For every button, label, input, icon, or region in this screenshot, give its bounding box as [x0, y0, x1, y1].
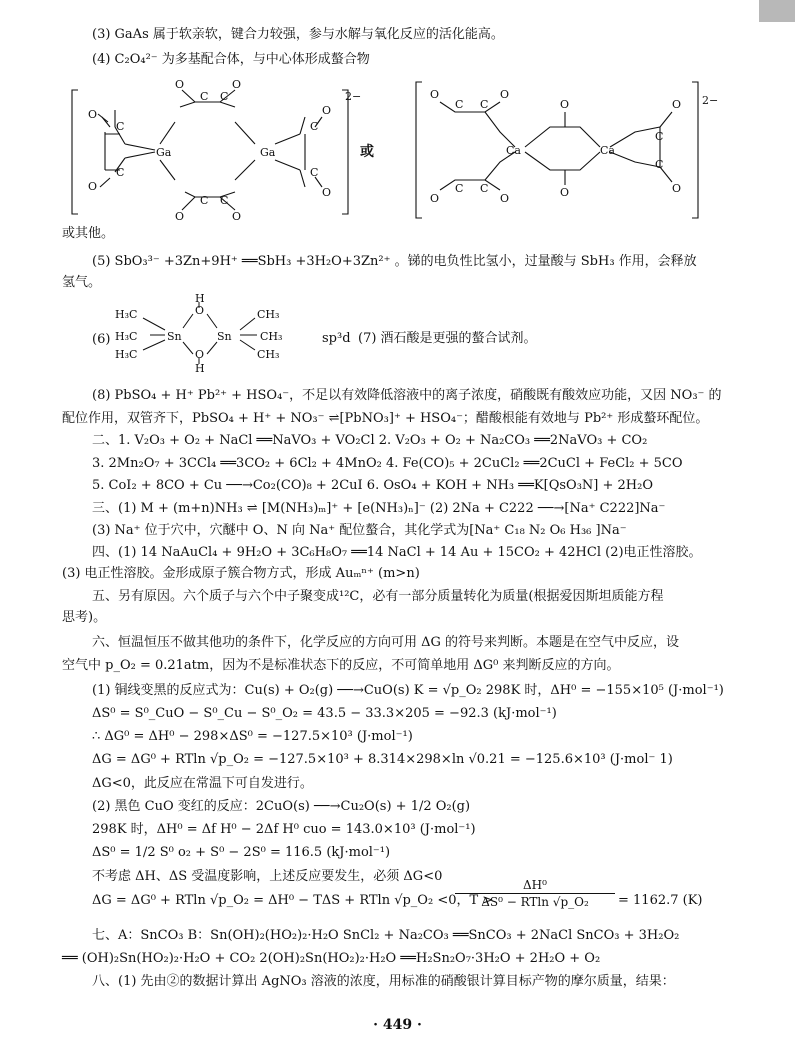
text-line: (3) GaAs 属于软亲软，键合力较强，参与水解与氧化反应的活化能高。 — [92, 27, 504, 42]
svg-text:2−: 2− — [345, 90, 362, 103]
svg-text:O: O — [232, 78, 242, 91]
text-line: 七、A：SnCO₃ B：Sn(OH)₂(HO₂)₂·H₂O SnCl₂ + Na₂CO₃ ══SnCO₃ + 2NaCl SnCO₃ + 3H₂O₂ — [92, 928, 680, 943]
text-line: ΔG = ΔG⁰ + RTln √p_O₂ = ΔH⁰ − TΔS + RTln √p_O₂ <0，T > — [92, 893, 494, 908]
text-line: 298K 时，ΔH⁰ = Δf H⁰ − 2Δf H⁰ cuo = 143.0×10³ (J·mol⁻¹) — [92, 822, 476, 837]
svg-text:H₃C: H₃C — [115, 308, 138, 321]
text-line: (1) 铜线变黑的反应式为：Cu(s) + O₂(g) ──→CuO(s) K = √p_O₂ 298K 时，ΔH⁰ = −155×10⁵ (J·mol⁻¹) — [92, 683, 724, 698]
text-line: 六、恒温恒压不做其他功的条件下，化学反应的方向可用 ΔG 的符号来判断。本题是在空气中反应，设 — [92, 635, 680, 650]
text-line: (5) SbO₃³⁻ +3Zn+9H⁺ ══SbH₃ +3H₂O+3Zn²⁺ 。锑的电负性比氢小，过量酸与 SbH₃ 作用，会释放 — [92, 254, 697, 269]
ca-atom: Ca — [506, 144, 521, 157]
svg-text:H: H — [195, 362, 205, 372]
text-line: 或其他。 — [62, 226, 115, 241]
svg-text:H: H — [195, 292, 205, 305]
sp3d-label: sp³d — [322, 331, 351, 346]
chelate-structure-diagram — [60, 72, 740, 222]
svg-text:O: O — [500, 88, 510, 101]
text-line: = 1162.7 (K) — [618, 893, 703, 908]
svg-text:Sn: Sn — [217, 330, 232, 343]
text-line: ══ (OH)₂Sn(HO₂)₂·H₂O + CO₂ 2(OH)₂Sn(HO₂)₂·H₂O ══H₂Sn₂O₇·3H₂O + 2H₂O + O₂ — [62, 951, 601, 966]
svg-text:2−: 2− — [702, 94, 719, 107]
text-line: (4) C₂O₄²⁻ 为多基配合体，与中心体形成螯合物 — [92, 52, 370, 67]
svg-text:CH₃: CH₃ — [257, 348, 280, 361]
svg-text:CH₃: CH₃ — [260, 330, 283, 343]
svg-text:O: O — [232, 210, 242, 222]
svg-text:O: O — [560, 186, 570, 199]
text-line: (8) PbSO₄ + H⁺ Pb²⁺ + HSO₄⁻，不足以有效降低溶液中的离子浓度，硝酸既有酸效应功能，又因 NO₃⁻ 的 — [92, 388, 722, 403]
fraction — [455, 878, 615, 910]
text-line: ΔS⁰ = 1/2 S⁰ o₂ + S⁰ − 2S⁰ = 116.5 (kJ·mol⁻¹) — [92, 845, 391, 860]
text-line: 四、(1) 14 NaAuCl₄ + 9H₂O + 3C₆H₈O₇ ══14 NaCl + 14 Au + 15CO₂ + 42HCl (2)电正性溶胶。 — [92, 545, 702, 560]
svg-text:O: O — [430, 192, 440, 205]
svg-text:O: O — [430, 88, 440, 101]
svg-text:O: O — [560, 98, 570, 111]
svg-text:O: O — [88, 180, 98, 193]
text-line: 五、另有原因。六个质子与六个中子聚变成¹²C，必有一部分质量转化为质量(根据爱因斯坦质能方程 — [92, 589, 664, 604]
tin-dimer-structure — [115, 292, 315, 372]
text-line: (3) Na⁺ 位于穴中，穴醚中 O、N 向 Na⁺ 配位螯合，其化学式为[Na⁺ C₁₈ N₂ O₆ H₃₆ ]Na⁻ — [92, 523, 627, 538]
svg-text:C: C — [455, 182, 464, 195]
svg-text:O: O — [672, 182, 682, 195]
svg-text:C: C — [455, 98, 464, 111]
svg-text:O: O — [195, 348, 205, 361]
svg-text:O: O — [500, 192, 510, 205]
text-line: 不考虑 ΔH、ΔS 受温度影响，上述反应要发生，必须 ΔG<0 — [92, 869, 443, 884]
text-line: 氢气。 — [62, 275, 102, 290]
text-line: (3) 电正性溶胶。金形成原子簇合物方式，形成 Auₘⁿ⁺ (m>n) — [62, 566, 420, 581]
page-number: · 449 · — [373, 1017, 422, 1033]
ga-atom: Ga — [260, 146, 276, 159]
text-line: ΔG<0，此反应在常温下可自发进行。 — [92, 776, 313, 791]
text-line: ΔS⁰ = S⁰_CuO − S⁰_Cu − S⁰_O₂ = 43.5 − 33.3×205 = −92.3 (kJ·mol⁻¹) — [92, 706, 557, 721]
fraction-denominator: ΔS⁰ − RTln √p_O₂ — [481, 895, 589, 909]
scan-corner-mark — [759, 0, 795, 22]
svg-text:Sn: Sn — [167, 330, 182, 343]
svg-text:C: C — [655, 158, 664, 171]
svg-text:O: O — [175, 210, 185, 222]
svg-text:C: C — [116, 166, 125, 179]
svg-text:C: C — [310, 166, 319, 179]
text-line: (7) 酒石酸是更强的螯合试剂。 — [358, 331, 537, 346]
svg-text:C: C — [480, 182, 489, 195]
text-line: ∴ ΔG⁰ = ΔH⁰ − 298×ΔS⁰ = −127.5×10³ (J·mol⁻¹) — [92, 729, 413, 744]
svg-text:H₃C: H₃C — [115, 330, 138, 343]
item-6-label: (6) — [92, 332, 111, 347]
text-line: 空气中 p_O₂ = 0.21atm，因为不是标准状态下的反应，不可简单地用 ΔG⁰ 来判断反应的方向。 — [62, 658, 620, 673]
svg-text:或: 或 — [360, 144, 374, 160]
text-line: 5. CoI₂ + 8CO + Cu ──→Co₂(CO)₈ + 2CuI 6. OsO₄ + KOH + NH₃ ══K[QsO₃N] + 2H₂O — [92, 478, 653, 493]
svg-text:C: C — [480, 98, 489, 111]
text-line: 二、1. V₂O₃ + O₂ + NaCl ══NaVO₃ + VO₂Cl 2. V₂O₃ + O₂ + Na₂CO₃ ══2NaVO₃ + CO₂ — [92, 433, 648, 448]
text-line: ΔG = ΔG⁰ + RTln √p_O₂ = −127.5×10³ + 8.314×298×ln √0.21 = −125.6×10³ (J·mol⁻ 1) — [92, 752, 673, 767]
svg-text:O: O — [88, 108, 98, 121]
svg-text:C: C — [220, 90, 229, 103]
svg-text:O: O — [322, 186, 332, 199]
svg-text:C: C — [200, 194, 209, 207]
svg-text:C: C — [200, 90, 209, 103]
text-line: (2) 黑色 CuO 变红的反应：2CuO(s) ──→Cu₂O(s) + 1/2 O₂(g) — [92, 799, 471, 814]
svg-text:CH₃: CH₃ — [257, 308, 280, 321]
svg-text:C: C — [655, 130, 664, 143]
svg-text:O: O — [322, 104, 332, 117]
text-line: 八、(1) 先由②的数据计算出 AgNO₃ 溶液的浓度，用标准的硝酸银计算目标产物的摩尔质量，结果： — [92, 974, 675, 989]
ca-atom: Ca — [600, 144, 615, 157]
svg-text:C: C — [220, 194, 229, 207]
svg-text:C: C — [310, 120, 319, 133]
svg-text:O: O — [175, 78, 185, 91]
text-line: 三、(1) M + (m+n)NH₃ ⇌ [M(NH₃)ₘ]⁺ + [e(NH₃)ₙ]⁻ (2) 2Na + C222 ──→[Na⁺ C222]Na⁻ — [92, 501, 666, 516]
svg-text:H₃C: H₃C — [115, 348, 138, 361]
ga-atom: Ga — [156, 146, 172, 159]
text-line: 思考)。 — [62, 610, 107, 625]
fraction-numerator: ΔH⁰ — [455, 878, 615, 894]
svg-text:O: O — [672, 98, 682, 111]
text-line: 3. 2Mn₂O₇ + 3CCl₄ ══3CO₂ + 6Cl₂ + 4MnO₂ 4. Fe(CO)₅ + 2CuCl₂ ══2CuCl + FeCl₂ + 5CO — [92, 456, 683, 471]
svg-text:C: C — [116, 120, 125, 133]
svg-text:O: O — [195, 304, 205, 317]
text-line: 配位作用，双管齐下，PbSO₄ + H⁺ + NO₃⁻ ⇌[PbNO₃]⁺ + HSO₄⁻；醋酸根能有效地与 Pb²⁺ 形成螯环配位。 — [62, 411, 709, 426]
